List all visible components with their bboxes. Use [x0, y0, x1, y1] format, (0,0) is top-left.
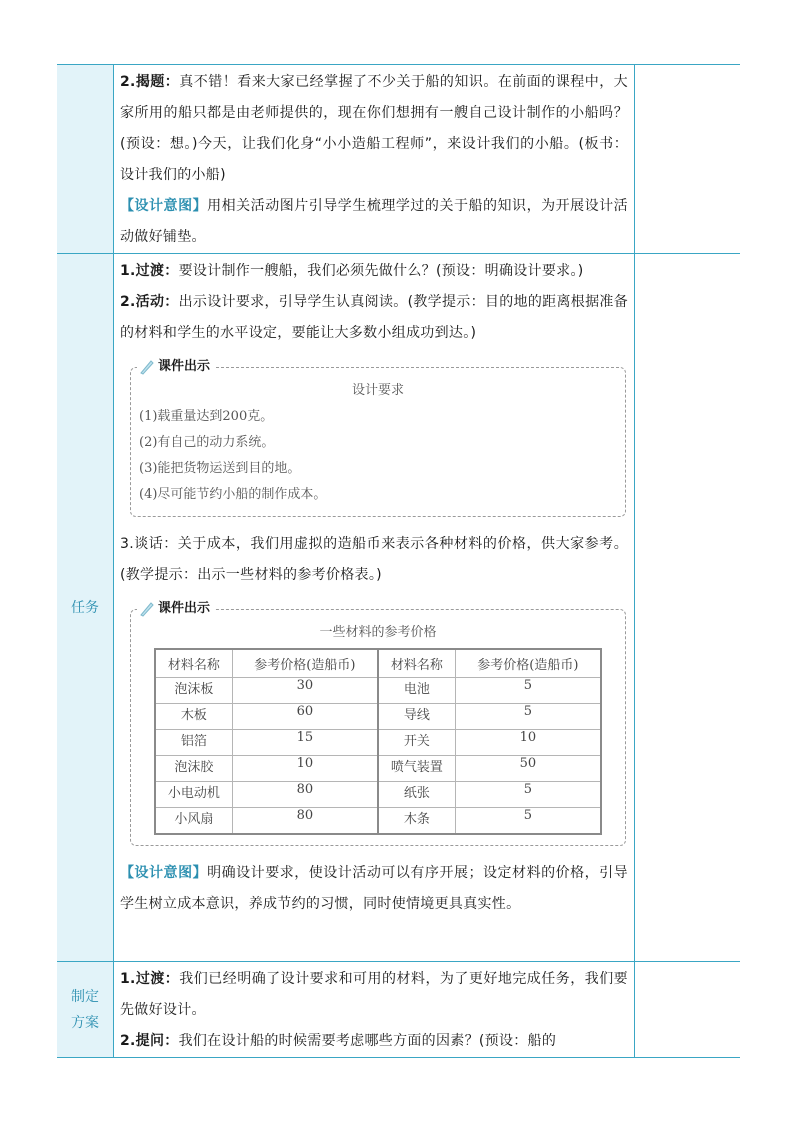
- row-label-task: 任务: [57, 254, 114, 962]
- table-row: [155, 678, 601, 704]
- courseware-tag-label: 课件出示: [158, 601, 211, 616]
- design-intent-tag: 【设计意图】: [120, 198, 208, 214]
- material-name: 泡沫胶: [155, 756, 232, 782]
- requirement-item: (3)能把货物运送到目的地。: [139, 461, 301, 476]
- requirements-title: 设计要求: [351, 383, 404, 398]
- header-material: 材料名称: [155, 649, 232, 678]
- row-task: [57, 254, 740, 962]
- material-price: 80: [232, 782, 378, 808]
- material-price: 80: [232, 808, 378, 835]
- design-intent-text: 用相关活动图片引导学生梳理学过的关于船的知识，为开展设计活动做好铺垫。: [120, 198, 628, 245]
- material-name: 喷气装置: [378, 756, 455, 782]
- step-number: 2.: [120, 294, 136, 310]
- step-text: 出示设计要求，引导学生认真阅读。(教学提示：目的地的距离根据准备的材料和学生的水平设定，要能让大多数小组成功到达。): [120, 294, 629, 341]
- row-label-line: 方案: [71, 1014, 99, 1031]
- design-intent-task: [120, 858, 628, 920]
- price-table-header: [155, 649, 601, 678]
- courseware-box-requirements: [130, 359, 626, 517]
- design-intent-text: 明确设计要求，使设计活动可以有序开展；设定材料的价格，引导学生树立成本意识，养成节约的习惯，同时使情境更具真实性。: [120, 865, 628, 912]
- material-name: 泡沫板: [155, 678, 232, 704]
- material-name: 铝箔: [155, 730, 232, 756]
- material-name: 木板: [155, 704, 232, 730]
- table-row: [155, 782, 601, 808]
- step-text: 我们在设计船的时候需要考虑哪些方面的因素？(预设：船的: [178, 1033, 557, 1049]
- design-intent-intro: [120, 191, 628, 253]
- material-price: 10: [232, 756, 378, 782]
- notes-cell-task: [635, 254, 741, 962]
- courseware-tag: [137, 356, 214, 378]
- requirement-item: (2)有自己的动力系统。: [139, 435, 275, 450]
- material-price: 60: [232, 704, 378, 730]
- step-number: 2.: [120, 1033, 136, 1049]
- paragraph-transition: [120, 256, 628, 287]
- paragraph-transition: [120, 964, 628, 1026]
- material-price: 50: [455, 756, 601, 782]
- courseware-box-prices: [130, 601, 626, 846]
- lesson-plan-table: [57, 64, 740, 1058]
- requirement-item: (4)尽可能节约小船的制作成本。: [139, 487, 327, 502]
- row-content-task: [114, 254, 635, 962]
- step-heading: 提问：: [135, 1033, 179, 1049]
- material-price: 5: [455, 678, 601, 704]
- row-content-intro: [114, 65, 635, 254]
- step-number: 1.: [120, 971, 136, 987]
- material-name: 纸张: [378, 782, 455, 808]
- step-number: 2.: [120, 74, 136, 90]
- paragraph-talk: 3.谈话：关于成本，我们用虚拟的造船币来表示各种材料的价格，供大家参考。(教学提示：出示一些材料的参考价格表。): [120, 536, 628, 583]
- material-price: 30: [232, 678, 378, 704]
- step-text: 真不错！看来大家已经掌握了不少关于船的知识。在前面的课程中，大家所用的船只都是由老师提供的，现在你们想拥有一艘自己设计制作的小船吗？(预设：想。)今天，让我们化身“小小造船工程师”，来设计我们的小船。(板书：设计我们的小船): [120, 74, 628, 183]
- table-row: [155, 808, 601, 835]
- header-material: 材料名称: [378, 649, 455, 678]
- material-name: 小电动机: [155, 782, 232, 808]
- row-content-plan: [114, 962, 635, 1058]
- pencil-icon: [139, 359, 155, 375]
- step-heading: 揭题：: [135, 74, 180, 90]
- material-name: 电池: [378, 678, 455, 704]
- row-intro: [57, 65, 740, 254]
- material-price: 5: [455, 808, 601, 835]
- paragraph-activity: [120, 287, 628, 349]
- paragraph-question: [120, 1026, 628, 1057]
- row-label-line: 制定: [71, 988, 99, 1005]
- step-heading: 过渡：: [135, 263, 179, 279]
- notes-cell-intro: [635, 65, 741, 254]
- paragraph-reveal-topic: [120, 67, 628, 191]
- courseware-tag-label: 课件出示: [158, 359, 211, 374]
- material-name: 木条: [378, 808, 455, 835]
- step-heading: 过渡：: [135, 971, 180, 987]
- header-price: 参考价格(造船币): [232, 649, 378, 678]
- row-plan: [57, 962, 740, 1058]
- material-price: 5: [455, 704, 601, 730]
- requirement-item: (1)载重量达到200克。: [139, 409, 274, 424]
- step-text: 要设计制作一艘船，我们必须先做什么？(预设：明确设计要求。): [178, 263, 584, 279]
- price-table-title: 一些材料的参考价格: [319, 625, 437, 640]
- row-label-intro: [57, 65, 114, 254]
- pencil-icon: [139, 601, 155, 617]
- design-intent-tag: 【设计意图】: [120, 865, 208, 881]
- material-name: 小风扇: [155, 808, 232, 835]
- table-row: [155, 704, 601, 730]
- step-text: 我们已经明确了设计要求和可用的材料，为了更好地完成任务，我们要先做好设计。: [120, 971, 628, 1018]
- courseware-tag: [137, 598, 214, 620]
- table-row: [155, 730, 601, 756]
- table-row: [155, 756, 601, 782]
- material-price: 5: [455, 782, 601, 808]
- step-heading: 活动：: [135, 294, 179, 310]
- material-name: 导线: [378, 704, 455, 730]
- row-label-plan: [57, 962, 114, 1058]
- step-number: 1.: [120, 263, 136, 279]
- material-price: 10: [455, 730, 601, 756]
- material-name: 开关: [378, 730, 455, 756]
- material-price: 15: [232, 730, 378, 756]
- header-price: 参考价格(造船币): [455, 649, 601, 678]
- price-table: [154, 648, 602, 835]
- notes-cell-plan: [635, 962, 741, 1058]
